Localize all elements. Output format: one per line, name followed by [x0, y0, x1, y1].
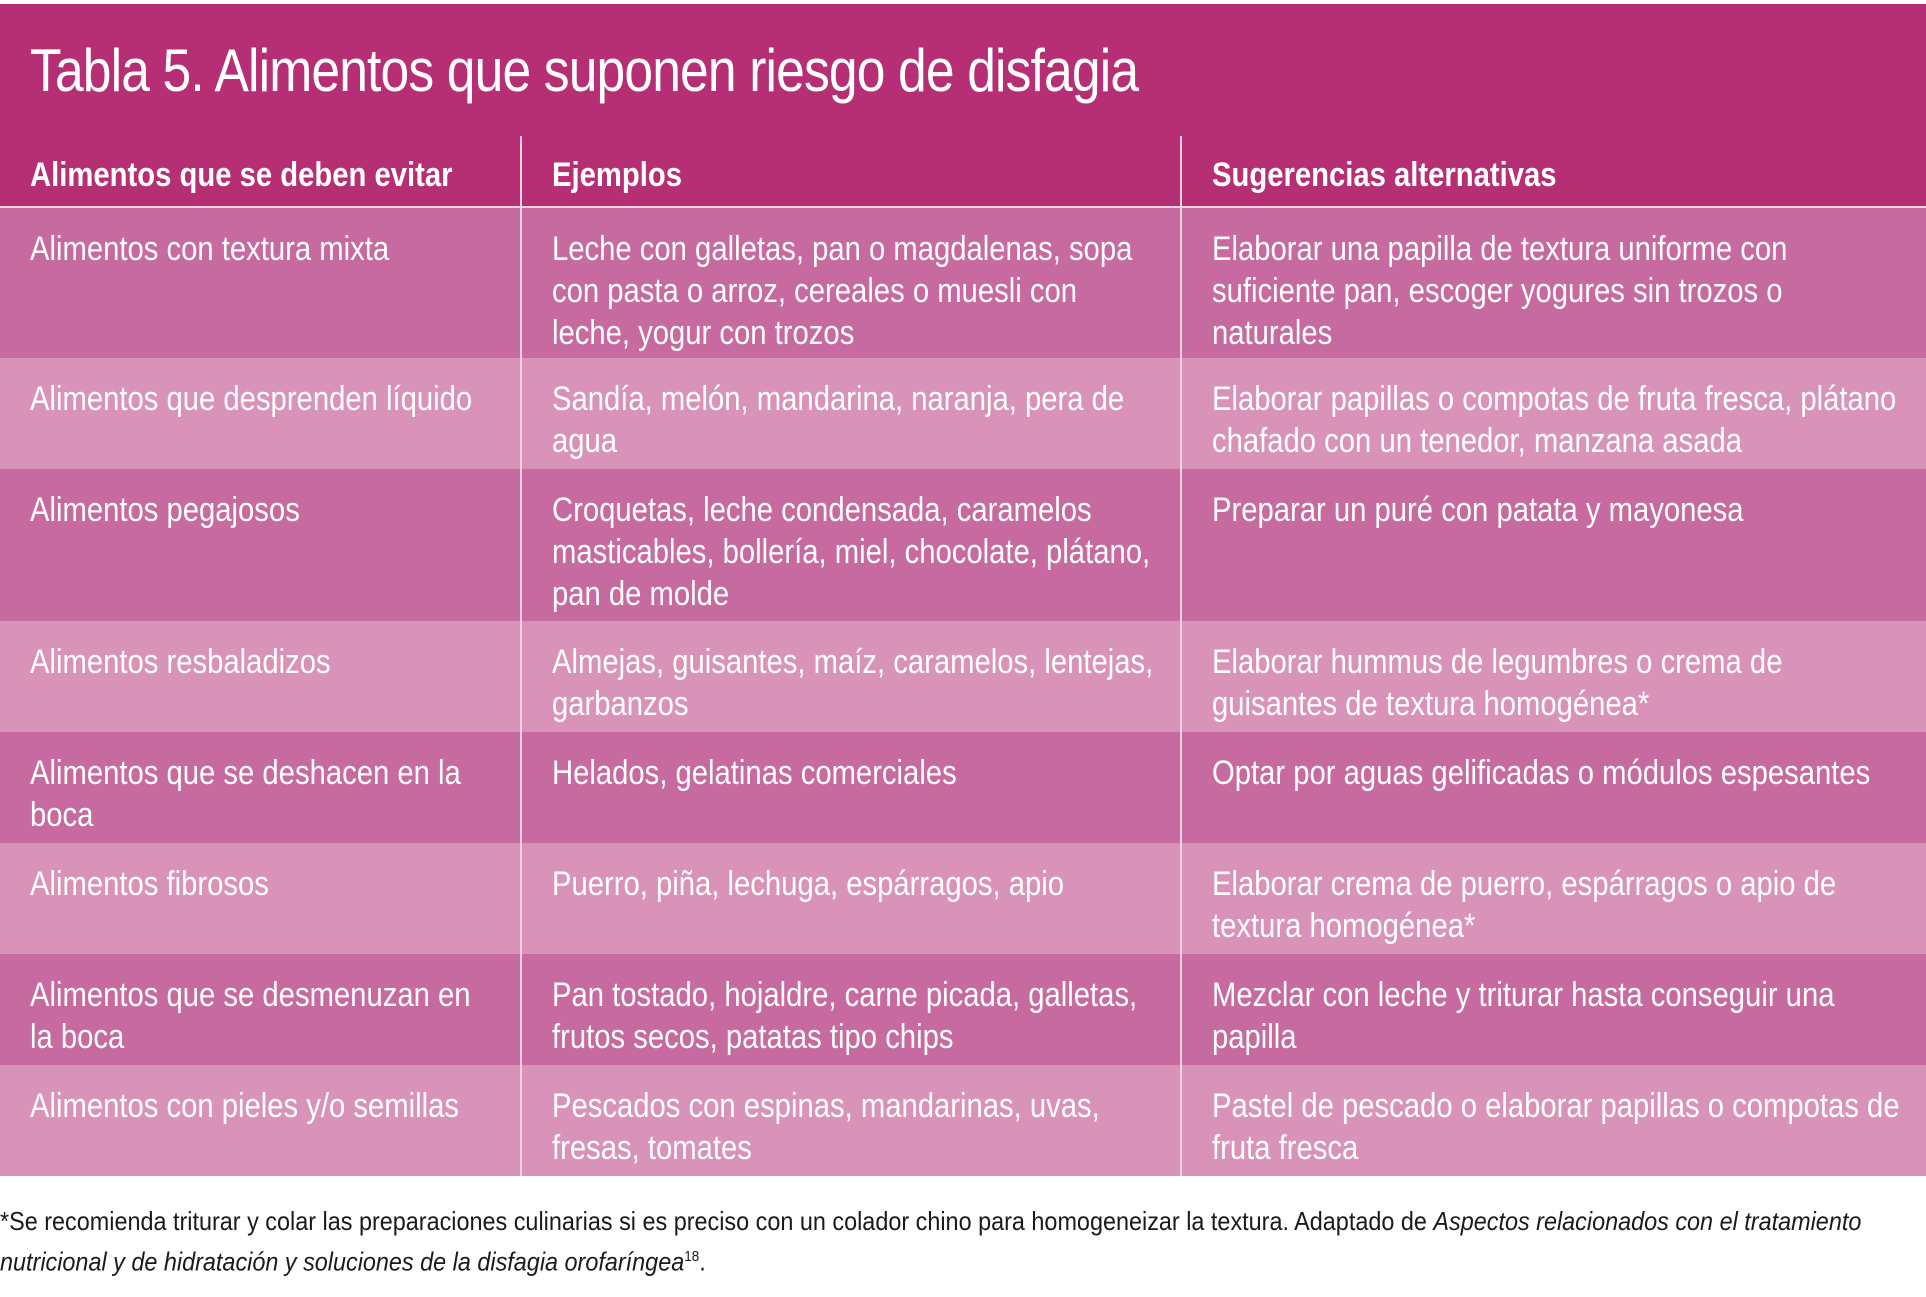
footnote-source-title: Aspectos relacionados con el tratamiento nutricional y de hidratación y soluciones de la disfagia orofaríngea: [0, 1206, 1862, 1277]
table-row-5-food: Alimentos fibrosos: [0, 843, 520, 954]
table-row-7-examples: Pescados con espinas, mandarinas, uvas, fresas, tomates: [520, 1065, 1180, 1176]
table-row-1-alternatives: Elaborar papillas o compotas de fruta fresca, plátano chafado con un tenedor, manzana asada: [1180, 358, 1926, 469]
column-header-examples: Ejemplos: [520, 136, 1180, 206]
footnote-reference: 18: [684, 1248, 700, 1265]
table-row-1-examples: Sandía, melón, mandarina, naranja, pera de agua: [520, 358, 1180, 469]
footnote-end: .: [699, 1246, 706, 1277]
table-row-4-food: Alimentos que se deshacen en la boca: [0, 732, 520, 843]
table-row-5-alternatives: Elaborar crema de puerro, espárragos o apio de textura homogénea*: [1180, 843, 1926, 954]
table-row-2-food: Alimentos pegajosos: [0, 469, 520, 621]
table-title-bar: [0, 4, 1926, 136]
column-header-avoid: Alimentos que se deben evitar: [0, 136, 520, 206]
table-title: Tabla 5. Alimentos que suponen riesgo de disfagia: [30, 36, 1139, 104]
table-row-6-alternatives: Mezclar con leche y triturar hasta conseguir una papilla: [1180, 954, 1926, 1065]
table-grid: [0, 136, 1926, 1176]
table-row-0-examples: Leche con galletas, pan o magdalenas, sopa con pasta o arroz, cereales o muesli con leche, yogur con trozos: [520, 206, 1180, 358]
table-row-3-examples: Almejas, guisantes, maíz, caramelos, lentejas, garbanzos: [520, 621, 1180, 732]
table-row-1-food: Alimentos que desprenden líquido: [0, 358, 520, 469]
table-row-7-alternatives: Pastel de pescado o elaborar papillas o compotas de fruta fresca: [1180, 1065, 1926, 1176]
table-row-0-alternatives: Elaborar una papilla de textura uniforme con suficiente pan, escoger yogures sin trozos o naturales: [1180, 206, 1926, 358]
table-row-0-food: Alimentos con textura mixta: [0, 206, 520, 358]
table-row-4-examples: Helados, gelatinas comerciales: [520, 732, 1180, 843]
table-row-6-food: Alimentos que se desmenuzan en la boca: [0, 954, 520, 1065]
table-row-4-alternatives: Optar por aguas gelificadas o módulos espesantes: [1180, 732, 1926, 843]
dysphagia-table: [0, 4, 1926, 1176]
table-row-3-food: Alimentos resbaladizos: [0, 621, 520, 732]
table-row-2-examples: Croquetas, leche condensada, caramelos masticables, bollería, miel, chocolate, plátano, pan de molde: [520, 469, 1180, 621]
table-footnote: [0, 1203, 1926, 1280]
table-row-7-food: Alimentos con pieles y/o semillas: [0, 1065, 520, 1176]
footnote-text: *Se recomienda triturar y colar las preparaciones culinarias si es preciso con un colador chino para homogeneizar la textura. Adaptado de: [0, 1206, 1434, 1236]
table-row-2-alternatives: Preparar un puré con patata y mayonesa: [1180, 469, 1926, 621]
table-row-6-examples: Pan tostado, hojaldre, carne picada, galletas, frutos secos, patatas tipo chips: [520, 954, 1180, 1065]
table-row-5-examples: Puerro, piña, lechuga, espárragos, apio: [520, 843, 1180, 954]
table-row-3-alternatives: Elaborar hummus de legumbres o crema de guisantes de textura homogénea*: [1180, 621, 1926, 732]
column-header-alternatives: Sugerencias alternativas: [1180, 136, 1926, 206]
